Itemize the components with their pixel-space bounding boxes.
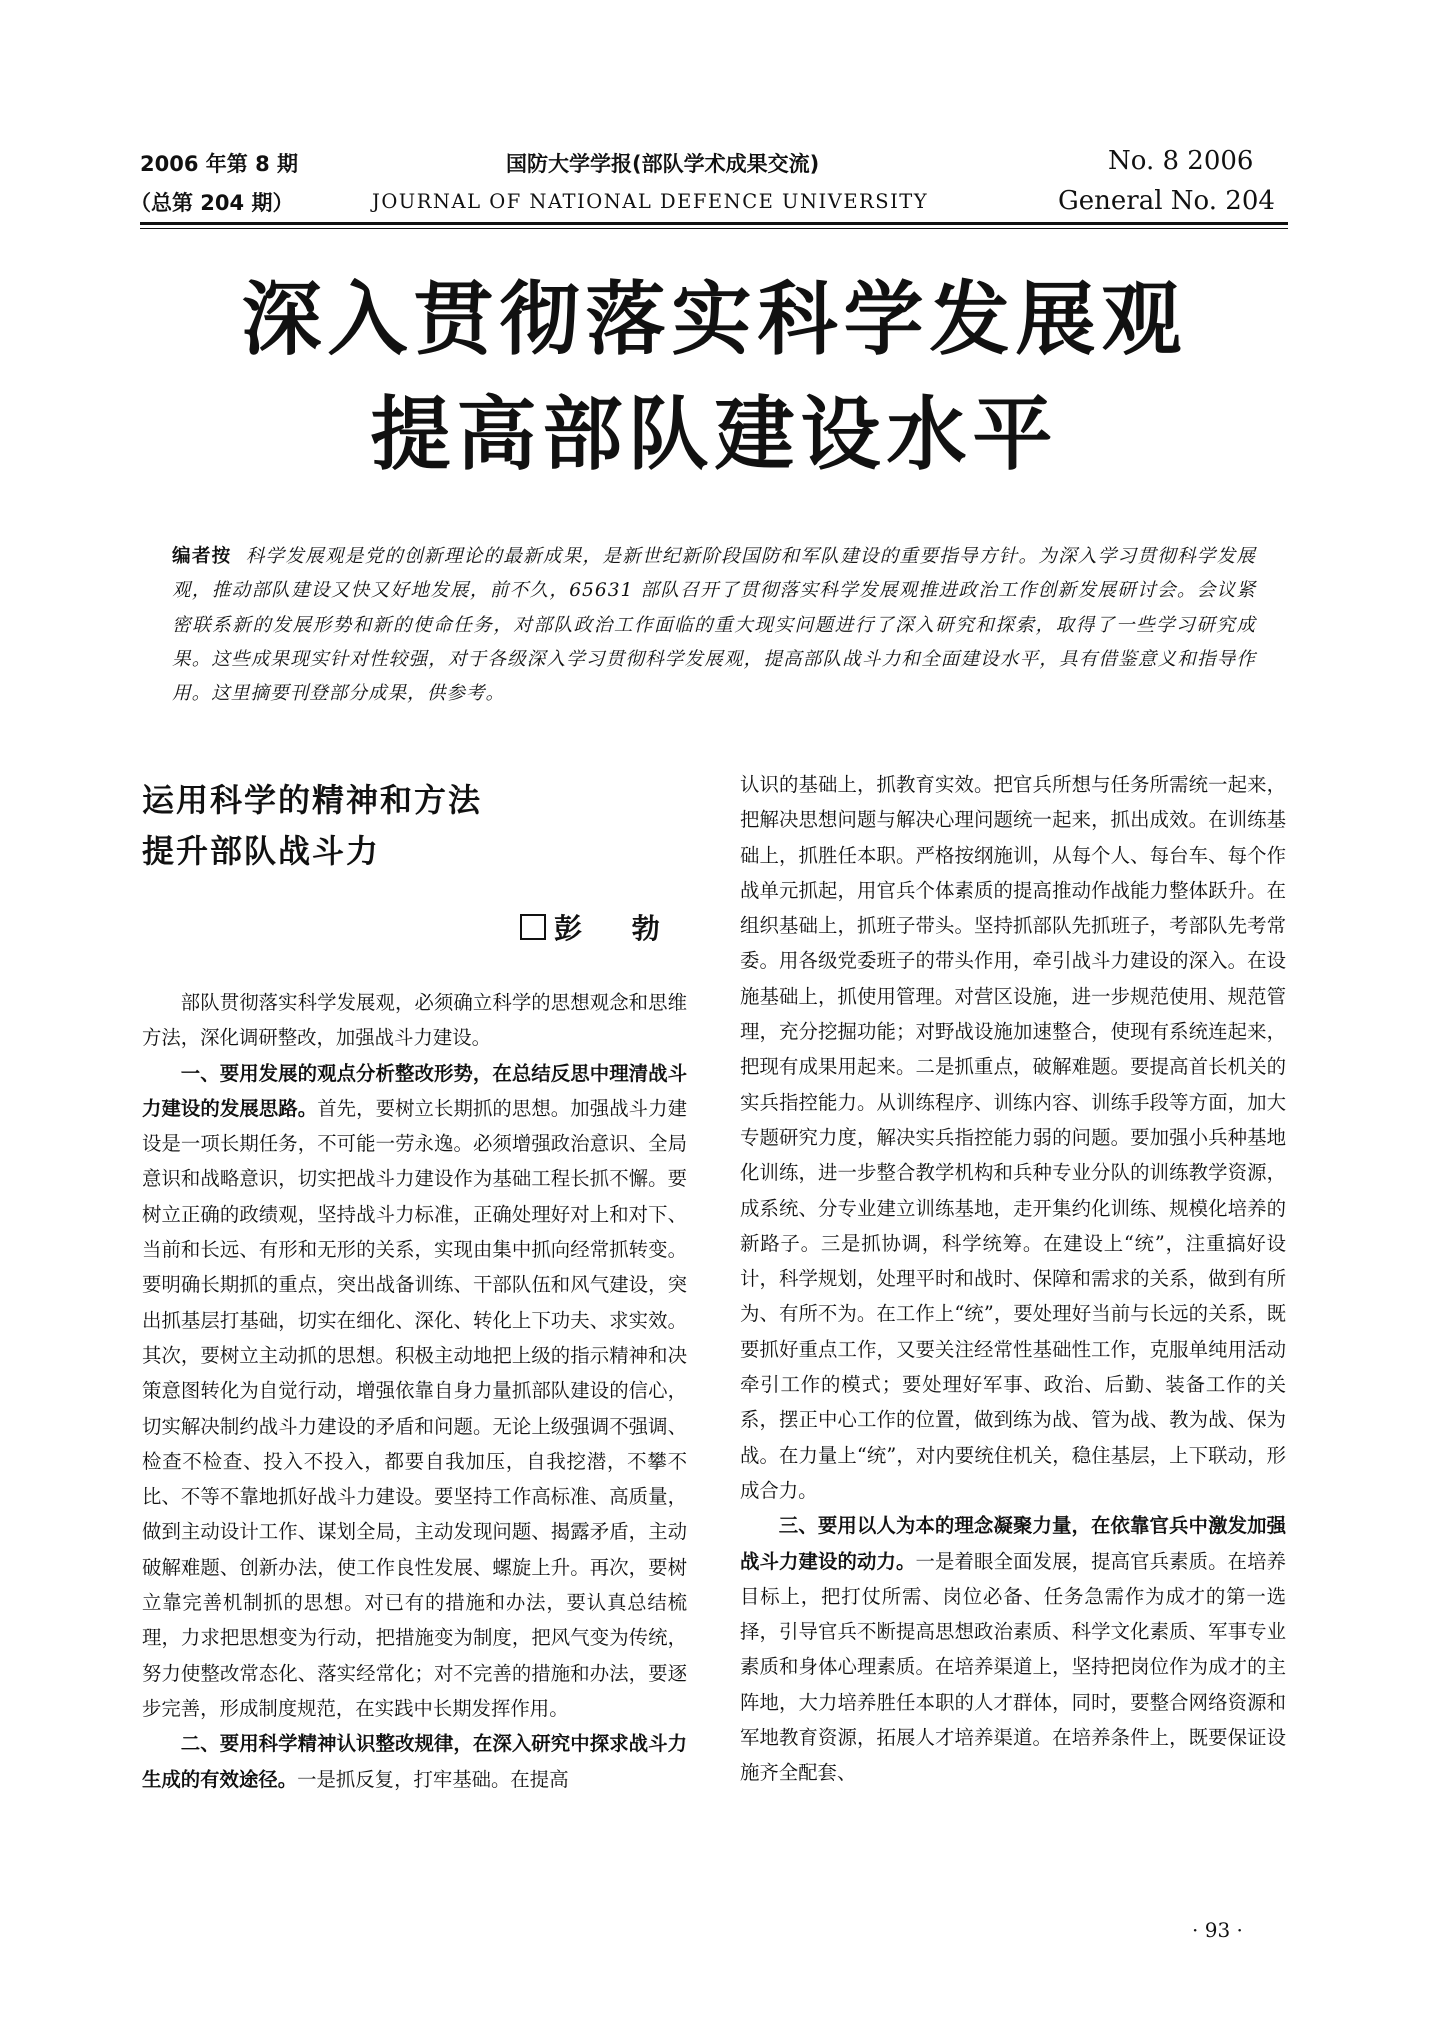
section-3-body: 一是着眼全面发展，提高官兵素质。在培养目标上，把打仗所需、岗位必备、任务急需作为成才的第一选择，引导官兵不断提高思想政治素质、科学文化素质、军事专业素质和身体心理素质。在培养渠道上，坚持把岗位作为成才的主阵地，大力培养胜任本职的人才群体，同时，要整合网络资源和军地教育资源，拓展人才培养渠道。在培养条件上，既要保证设施齐全配套、 (740, 1549, 1287, 1785)
section-1-heading: 一、要用发展的观点分析整改形势，在总结反思中理清战斗力建设的发展思路。 (142, 1061, 687, 1120)
section-2-heading: 二、要用科学精神认识整改规律，在深入研究中探求战斗力生成的有效途径。 (142, 1732, 687, 1791)
article-author (520, 907, 680, 947)
section-2-body: 一是抓反复，打牢基础。在提高 (297, 1767, 569, 1791)
main-title-line2: 提高部队建设水平 (370, 387, 1059, 481)
right-column (740, 767, 1286, 1791)
journal-title-cn: 国防大学学报(部队学术成果交流) (506, 152, 820, 176)
editor-note (172, 540, 1256, 711)
right-paragraph-1: 认识的基础上，抓教育实效。把官兵所想与任务所需统一起来，把解决思想问题与解决心理问题统一起来，抓出成效。在训练基础上，抓胜任本职。严格按纲施训，从每个人、每台车、每个作战单元抓起，用官兵个体素质的提高推动作战能力整体跃升。在组织基础上，抓班子带头。坚持抓部队先抓班子，考部队先考常委。用各级党委班子的带头作用，牵引战斗力建设的深入。在设施基础上，抓使用管理。对营区设施，进一步规范使用、规范管理，充分挖掘功能；对野战设施加速整合，使现有系统连起来，把现有成果用起来。二是抓重点，破解难题。要提高首长机关的实兵指控能力。从训练程序、训练内容、训练手段等方面，加大专题研究力度，解决实兵指控能力弱的问题。要加强小兵种基地化训练，进一步整合教学机构和兵种专业分队的训练教学资源，成系统、分专业建立训练基地，走开集约化训练、规模化培养的新路子。三是抓协调，科学统筹。在建设上“统”，注重搞好设计，科学规划，处理平时和战时、保障和需求的关系，做到有所为、有所不为。在工作上“统”，要处理好当前与长远的关系，既要抓好重点工作，又要关注经常性基础性工作，克服单纯用活动牵引工作的模式；要处理好军事、政治、后勤、装备工作的关系，摆正中心工作的位置，做到练为战、管为战、教为战、保为战。在力量上“统”，对内要统住机关，稳住基层，上下联动，形成合力。 (740, 773, 1286, 1502)
header-rule-thin (140, 228, 1288, 229)
issue-en: No. 8 2006 (1108, 146, 1254, 176)
author-box-icon (520, 914, 546, 940)
main-title-line1: 深入贯彻落实科学发展观 (241, 272, 1188, 366)
page-number: · 93 · (1192, 1918, 1243, 1942)
left-column (142, 985, 687, 1797)
header-rule-thick (140, 222, 1288, 225)
editor-note-label: 编者按 (172, 546, 232, 567)
author-name: 彭 勃 (554, 912, 680, 945)
article-subtitle-line1: 运用科学的精神和方法 (142, 781, 483, 819)
total-issue-cn: （总第 204 期） (130, 191, 294, 215)
left-paragraph-2 (142, 1056, 687, 1727)
journal-title-en: JOURNAL OF NATIONAL DEFENCE UNIVERSITY (372, 190, 929, 213)
total-issue-en: General No. 204 (1058, 186, 1275, 216)
section-3-heading: 三、要用以人为本的理念凝聚力量，在依靠官兵中激发加强战斗力建设的动力。 (740, 1514, 1286, 1573)
editor-note-text: 科学发展观是党的创新理论的最新成果，是新世纪新阶段国防和军队建设的重要指导方针。为深入学习贯彻科学发展观，推动部队建设又快又好地发展，前不久，65631 部队召开了贯彻落实科学发展观推进政治工作创新发展研讨会。会议紧密联系新的发展形势和新的使命任务，对部队政治工作面临的重大现实问题进行了深入研究和探索，取得了一些学习研究成果。这些成果现实针对性较强，对于各级深入学习贯彻科学发展观，提高部队战斗力和全面建设水平，具有借鉴意义和指导作用。这里摘要刊登部分成果，供参考。 (172, 546, 1256, 705)
section-1-body: 首先，要树立长期抓的思想。加强战斗力建设是一项长期任务，不可能一劳永逸。必须增强政治意识、全局意识和战略意识，切实把战斗力建设作为基础工程长抓不懈。要树立正确的政绩观，坚持战斗力标准，正确处理好对上和对下、当前和长远、有形和无形的关系，实现由集中抓向经常抓转变。要明确长期抓的重点，突出战备训练、干部队伍和风气建设，突出抓基层打基础，切实在细化、深化、转化上下功夫、求实效。其次，要树立主动抓的思想。积极主动地把上级的指示精神和决策意图转化为自觉行动，增强依靠自身力量抓部队建设的信心，切实解决制约战斗力建设的矛盾和问题。无论上级强调不强调、检查不检查、投入不投入，都要自我加压，自我挖潜，不攀不比、不等不靠地抓好战斗力建设。要坚持工作高标准、高质量，做到主动设计工作、谋划全局，主动发现问题、揭露矛盾，主动破解难题、创新办法，使工作良性发展、螺旋上升。再次，要树立靠完善机制抓的思想。对已有的措施和办法，要认真总结梳理，力求把思想变为行动，把措施变为制度，把风气变为传统，努力使整改常态化、落实经常化；对不完善的措施和办法，要逐步完善，形成制度规范，在实践中长期发挥作用。 (142, 1096, 687, 1720)
left-paragraph-1: 部队贯彻落实科学发展观，必须确立科学的思想观念和思维方法，深化调研整改，加强战斗力建设。 (142, 991, 687, 1050)
right-paragraph-2 (740, 1508, 1286, 1790)
left-paragraph-3 (142, 1726, 687, 1797)
article-subtitle-line2: 提升部队战斗力 (142, 832, 381, 870)
issue-cn: 2006 年第 8 期 (140, 152, 298, 176)
